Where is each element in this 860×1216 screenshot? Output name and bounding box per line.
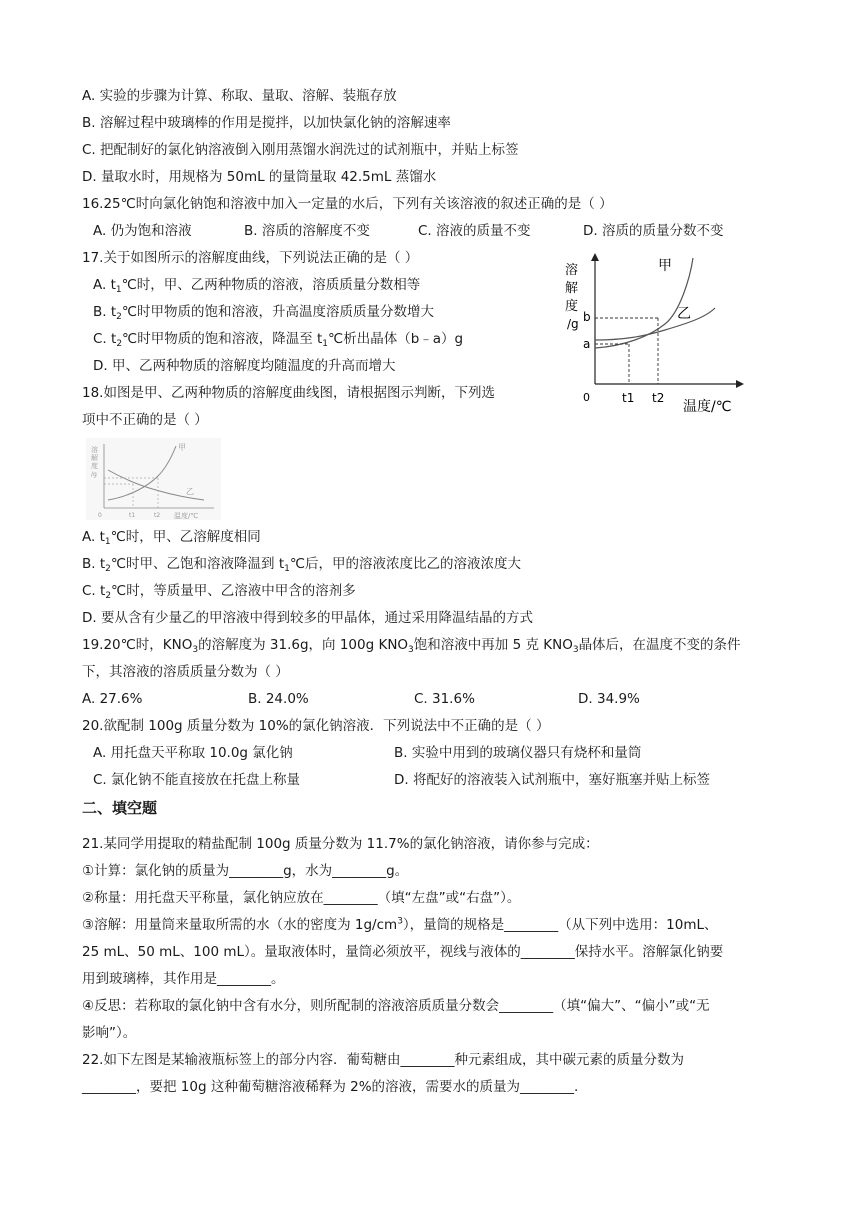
q15-option-a: A. 实验的步骤为计算、称取、量取、溶解、装瓶存放: [82, 88, 397, 104]
q22-line2: ________，要把 10g 这种葡萄糖溶液稀释为 2%的溶液，需要水的质量为________.: [82, 1079, 579, 1095]
x-axis-label: 温度/℃: [174, 512, 199, 520]
curve-label-yi: 乙: [677, 306, 691, 322]
y-label-1: 溶: [565, 263, 579, 278]
y-label-4: /g: [567, 317, 579, 331]
tick-a: a: [583, 337, 591, 351]
q20-option-d: D. 将配好的溶液装入试剂瓶中，塞好瓶塞并贴上标签: [394, 772, 710, 788]
tick-t2: t2: [652, 391, 665, 405]
y-label-3: 度: [91, 462, 98, 470]
q21-line5: 用到玻璃棒，其作用是________。: [82, 971, 285, 987]
q16-option-d: D. 溶质的质量分数不变: [583, 223, 724, 239]
q20-option-b: B. 实验中用到的玻璃仪器只有烧杯和量筒: [394, 745, 642, 761]
q18-option-d: D. 要从含有少量乙的甲溶液中得到较多的甲晶体，通过采用降温结晶的方式: [82, 610, 533, 626]
curve-jia: [595, 258, 693, 348]
q21-line4: 25 mL、50 mL、100 mL）。量取液体时，量筒必须放平，视线与液体的________保持水平。溶解氯化钠要: [82, 944, 724, 960]
section-heading: 二、填空题: [82, 799, 158, 817]
q19-option-c: C. 31.6%: [414, 691, 475, 707]
q18-option-c: C. $t_2℃$时，等质量甲、乙溶液中甲含的溶剂多: [82, 583, 356, 601]
q21-line1: ①计算：氯化钠的质量为________g，水为________g。: [82, 863, 409, 879]
q17-option-b: B. $t_2℃$时甲物质的饱和溶液，升高温度溶质质量分数增大: [93, 304, 435, 322]
q19-option-a: A. 27.6%: [82, 691, 143, 707]
origin-label: 0: [98, 512, 102, 519]
tick-b: b: [583, 310, 591, 324]
y-label-1: 溶: [91, 446, 98, 454]
tick-t1: t1: [622, 391, 635, 405]
q21-line6: ④反思：若称取的氯化钠中含有水分，则所配制的溶液溶质质量分数会________（填“偏大”、“偏小”或“无: [82, 998, 710, 1014]
x-axis-label: 温度/℃: [683, 399, 732, 415]
q21-line2: ②称量：用托盘天平称量，氯化钠应放在________（填“左盘”或“右盘”）。: [82, 890, 521, 906]
solubility-graph-q18: [86, 438, 221, 520]
origin-label: 0: [583, 391, 590, 404]
q19-stem-line1: 19.20℃时，$KNO_3$的溶解度为 31.6g，向 100g $KNO_3$饱和溶液中再加 5 克 $KNO_3$晶体后，在温度不变的条件: [82, 637, 741, 655]
q16-option-a: A. 仍为饱和溶液: [93, 223, 192, 239]
q22-line1: 22.如下左图是某输液瓶标签上的部分内容．葡萄糖由________种元素组成，其中碳元素的质量分数为: [82, 1052, 684, 1068]
q21-stem: 21.某同学用提取的精盐配制 100g 质量分数为 11.7%的氯化钠溶液，请你参与完成：: [82, 836, 599, 852]
q20-option-c: C. 氯化钠不能直接放在托盘上称量: [93, 772, 301, 788]
y-label-2: 解: [565, 281, 579, 296]
solubility-graph-q17: [555, 248, 750, 418]
q15-option-d: D. 量取水时，用规格为 50mL 的量筒量取 42.5mL 蒸馏水: [82, 169, 437, 185]
q17-stem: 17.关于如图所示的溶解度曲线，下列说法正确的是（ ）: [82, 250, 419, 266]
y-label-2: 解: [91, 454, 98, 462]
q16-option-b: B. 溶质的溶解度不变: [244, 223, 370, 239]
curve-yi: [595, 308, 715, 340]
q17-option-a: A. $t_1℃$时，甲、乙两种物质的溶液，溶质质量分数相等: [93, 277, 421, 295]
q17-option-c: C. $t_2℃$时甲物质的饱和溶液，降温至 $t_1℃$析出晶体（b﹣a）g: [93, 331, 464, 349]
q18-option-b: B. $t_2℃$时甲、乙饱和溶液降温到 $t_1℃$后，甲的溶液浓度比乙的溶液浓度大: [82, 556, 522, 574]
tick-t2: t2: [154, 512, 161, 519]
q16-stem: 16.25℃时向氯化钠饱和溶液中加入一定量的水后，下列有关该溶液的叙述正确的是（ ）: [82, 196, 613, 212]
curve-label-yi: 乙: [186, 487, 194, 496]
y-label-4: /g: [91, 471, 97, 478]
q17-option-d: D. 甲、乙两种物质的溶解度均随温度的升高而增大: [93, 358, 396, 374]
q15-option-b: B. 溶解过程中玻璃棒的作用是搅拌，以加快氯化钠的溶解速率: [82, 115, 451, 131]
q18-stem-line2: 项中不正确的是（ ）: [82, 412, 208, 428]
q19-option-b: B. 24.0%: [248, 691, 309, 707]
q21-line7: 影响”）。: [82, 1025, 137, 1041]
q18-option-a: A. $t_1℃$时，甲、乙溶解度相同: [82, 529, 261, 547]
y-label-3: 度: [565, 299, 579, 314]
curve-label-jia: 甲: [178, 443, 186, 452]
q18-stem-line1: 18.如图是甲、乙两种物质的溶解度曲线图，请根据图示判断，下列选: [82, 385, 495, 401]
q19-stem-line2: 下，其溶液的溶质质量分数为（ ）: [82, 664, 289, 680]
q20-option-a: A. 用托盘天平称取 10.0g 氯化钠: [93, 745, 293, 761]
q20-stem: 20.欲配制 100g 质量分数为 10%的氯化钠溶液．下列说法中不正确的是（ ）: [82, 718, 550, 734]
q16-option-c: C. 溶液的质量不变: [418, 223, 531, 239]
q15-option-c: C. 把配制好的氯化钠溶液倒入刚用蒸馏水润洗过的试剂瓶中，并贴上标签: [82, 142, 519, 158]
q21-line3: ③溶解：用量筒来量取所需的水（水的密度为 $1g/cm^3$），量筒的规格是________（从下列中选用：10mL、: [82, 916, 718, 933]
tick-t1: t1: [129, 512, 136, 519]
q19-option-d: D. 34.9%: [578, 691, 640, 707]
curve-label-jia: 甲: [658, 258, 672, 274]
